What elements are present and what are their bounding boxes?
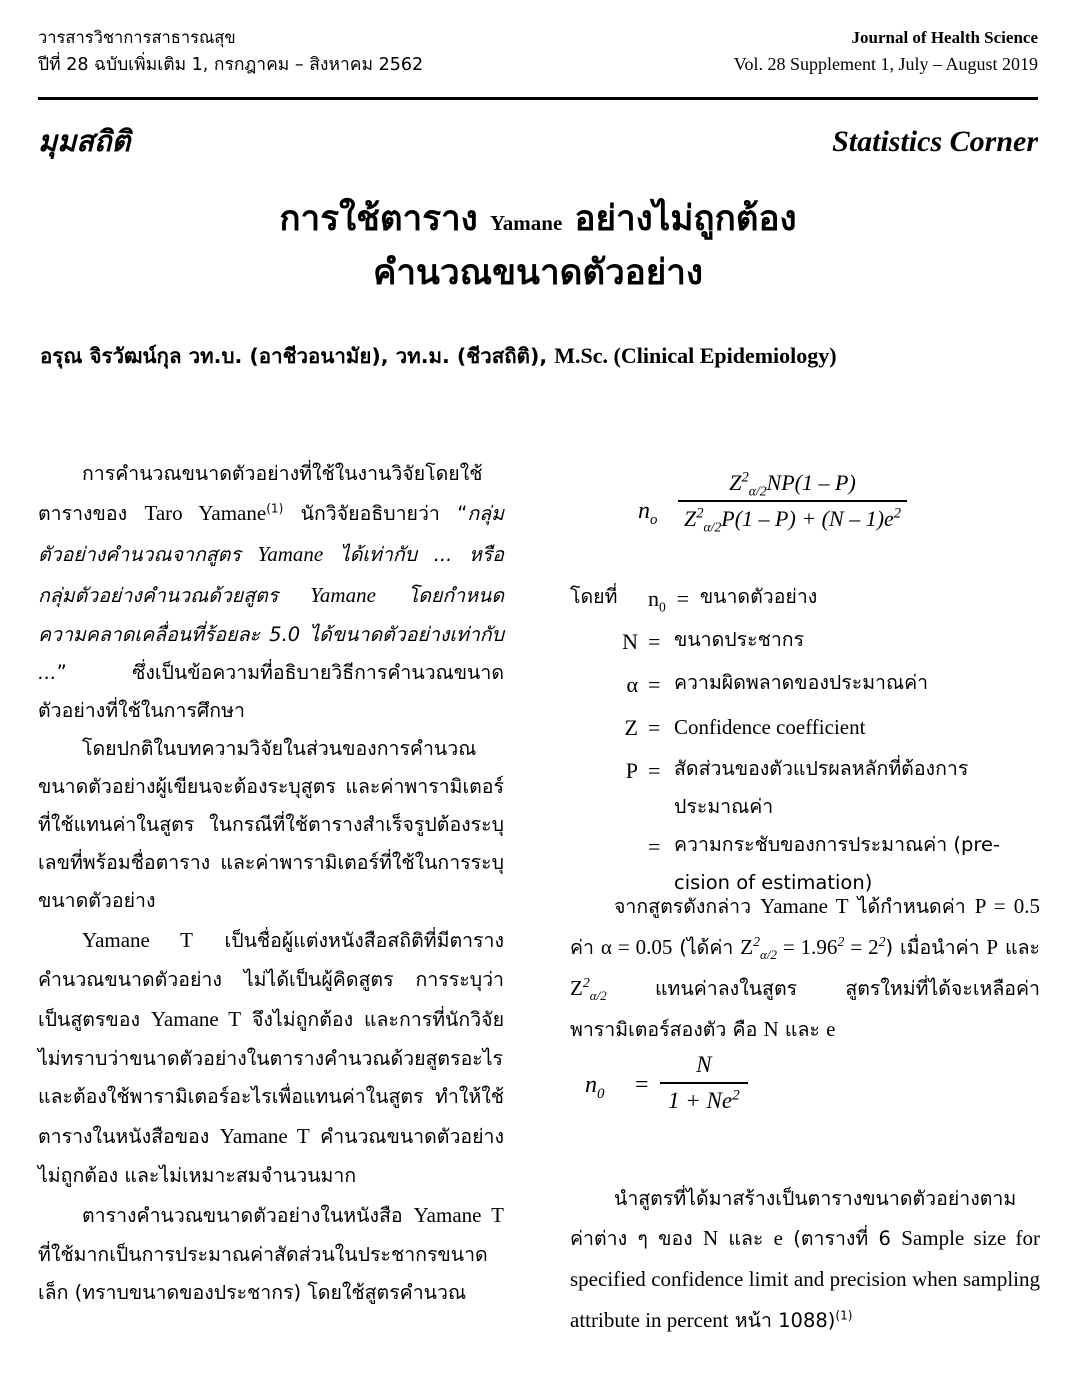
rp2-english-1: N <box>702 1226 719 1251</box>
rp1-english-4: $Z^2_{\alpha/2} = 1.96^2 = 2^2$ <box>740 933 886 963</box>
right-column-text <box>570 886 1040 1050</box>
rp1-text-c: ค่า <box>570 935 601 959</box>
p1-quote-english-2: Yamane <box>310 582 376 607</box>
definition-symbol-P: P <box>625 757 638 783</box>
p1-text-c: ” ซึ่งเป็นข้อความที่อธิบายวิธีการคำนวณขนาดตัวอย่างที่ใช้ในการศึกษา <box>38 660 504 722</box>
rp2-english-3: Sample size for specified confidence limit and precision when sampling attribute in percent <box>570 1226 1040 1332</box>
definition-text-2: ขนาดประชากร <box>674 627 805 651</box>
rp1-english-7: N <box>763 1016 779 1041</box>
rp1-text-d: (ได้ค่า <box>672 935 741 959</box>
formula2-fraction-bar <box>660 1082 748 1084</box>
title-line-1 <box>38 192 1038 246</box>
p4-english-1: Yamane T <box>413 1202 504 1227</box>
masthead-row-1 <box>38 26 1038 51</box>
p3-english-2: Yamane T <box>150 1006 242 1031</box>
formula-simplified <box>585 1050 1005 1130</box>
p1-text-a: การคำนวณขนาดตัวอย่างที่ใช้ในงานวิจัยโดยใช้ตารางของ <box>38 462 483 526</box>
formula-yamane-full <box>600 466 1030 556</box>
paragraph-2: โดยปกติในบทความวิจัยในส่วนของการคำนวณขนาดตัวอย่างผู้เขียนจะต้องระบุสูตร และค่าพารามิเตอร์ที่ใช้แทนค่าในสูตร ในกรณีที่ใช้ตารางสำเร็จรูปต้องระบุเลขที่พร้อมชื่อตาราง และค่าพารามิเตอร์ที่ใช้ในการระบุขนาดตัวอย่าง <box>38 736 504 912</box>
definition-row <box>570 664 1040 707</box>
left-column <box>38 455 504 1312</box>
rp2-text-b: และ <box>718 1227 774 1251</box>
rp1-english-2: P = 0.5 <box>974 894 1041 918</box>
formula2-denominator: $1 + Ne^2$ <box>668 1085 740 1113</box>
definitions-intro: โดยที่ <box>570 585 618 608</box>
rp1-english-3: α = 0.05 <box>600 934 673 959</box>
issue-info-thai: ปีที่ 28 ฉบับเพิ่มเติม 1, กรกฎาคม – สิงหาคม 2562 <box>38 54 424 75</box>
definition-row <box>570 707 1040 750</box>
right-column-tail <box>570 1180 1040 1341</box>
definition-equals-4: = <box>648 714 661 740</box>
masthead-row-2 <box>38 51 1038 78</box>
definition-text-1: ขนาดตัวอย่าง <box>699 585 818 608</box>
author-name-thai: อรุณ จิรวัฒน์กุล วท.บ. (อาชีวอนามัย), วท.ม. (ชีวสถิติ), <box>40 344 555 368</box>
p4-text-b: ที่ใช้มากเป็นการประมาณค่าสัดส่วนในประชากรขนาดเล็ก (ทราบขนาดของประชากร) โดยใช้สูตรคำนวณ <box>38 1242 488 1304</box>
p1-quote-a: กลุ่มตัวอย่างคำนวณจากสูตร <box>38 502 504 566</box>
p4-text-a: ตารางคำนวณขนาดตัวอย่างในหนังสือ <box>82 1203 414 1227</box>
definition-symbol-alpha: α <box>626 671 638 697</box>
formula2-lhs: $n_0$ <box>585 1072 605 1102</box>
p1-reference-superscript: (1) <box>266 501 284 516</box>
definition-equals-5: = <box>648 757 661 783</box>
formula1-fraction <box>678 468 907 534</box>
paragraph-4 <box>38 1195 504 1312</box>
definition-text-6: ความกระชับของการประมาณค่า (pre-cision of estimation) <box>674 832 1000 894</box>
rp1-text-b: ได้กำหนดค่า <box>848 895 975 918</box>
rp2-reference-superscript: (1) <box>835 1308 853 1323</box>
definition-text-3: ความผิดพลาดของประมาณค่า <box>674 670 929 694</box>
formula1-lhs: $n_o$ <box>638 498 658 528</box>
definition-text-4: Confidence coefficient <box>674 714 866 739</box>
rp1-english-5: P <box>986 934 999 959</box>
definition-row <box>570 578 1040 621</box>
rp1-text-a: จากสูตรดังกล่าว <box>614 895 761 918</box>
definition-equals-3: = <box>648 671 661 697</box>
p3-text-c: จึงไม่ถูกต้อง และการที่นักวิจัยไม่ทราบว่าขนาดตัวอย่างในตารางคำนวณด้วยสูตรอะไร และต้องใช้พารามิเตอร์อะไรเพื่อแทนค่าในสูตร ทำให้ใช้ตารางในหนังสือของ <box>38 1007 504 1148</box>
rp2-text-a: นำสูตรที่ได้มาสร้างเป็นตารางขนาดตัวอย่างตามค่าต่าง ๆ ของ <box>570 1187 1017 1251</box>
formula1-fraction-bar <box>678 500 907 502</box>
definition-symbol-N: N <box>622 628 638 654</box>
rp1-english-6: $Z^2_{\alpha/2}$ <box>570 974 607 1004</box>
formula2-numerator: N <box>696 1052 712 1077</box>
definition-row <box>570 621 1040 664</box>
p1-text-b: นักวิจัยอธิบายว่า “ <box>283 502 468 526</box>
formula1-numerator: $Z^2_{\alpha/2}NP(1 - P)$ <box>729 469 856 499</box>
definition-equals-6: = <box>648 833 661 859</box>
journal-name-thai: วารสารวิชาการสาธารณสุข <box>38 28 236 47</box>
journal-name-english: Journal of Health Science <box>851 28 1038 47</box>
author-degree-english: M.Sc. (Clinical Epidemiology) <box>554 343 837 368</box>
masthead <box>38 26 1038 78</box>
definition-text-5: สัดส่วนของตัวแปรผลหลักที่ต้องการประมาณค่า <box>674 756 969 818</box>
rp2-english-2: e <box>773 1226 783 1251</box>
formula2-fraction <box>660 1050 748 1116</box>
right-paragraph-2 <box>570 1180 1040 1341</box>
issue-info-english: Vol. 28 Supplement 1, July – August 2019 <box>733 53 1038 74</box>
symbol-definitions <box>570 578 1040 902</box>
formula2-equals: = <box>635 1072 649 1098</box>
author-line <box>40 340 1040 373</box>
rp1-english-8: e <box>826 1016 836 1041</box>
title-thai-part-b: อย่างไม่ถูกต้อง <box>562 199 797 239</box>
rp1-text-f: และ <box>998 935 1040 959</box>
p1-quote-b: ได้เท่ากับ ... หรือ กลุ่มตัวอย่างคำนวณด้วยสูตร <box>38 542 504 607</box>
p1-quote-english-1: Yamane <box>257 541 324 566</box>
formula1-denominator: $Z^2_{\alpha/2}P(1 - P) + (N - 1)e^2$ <box>684 505 902 534</box>
paragraph-3 <box>38 920 504 1195</box>
rp2-text-c: (ตารางที่ 6 <box>783 1227 902 1251</box>
title-line-2: คำนวณขนาดตัวอย่าง <box>372 253 703 294</box>
definition-row <box>570 750 1040 826</box>
header-divider <box>38 97 1038 100</box>
definition-equals-2: = <box>648 628 661 654</box>
section-label-thai: มุมสถิติ <box>38 124 131 158</box>
definition-symbol-n0: $n_0$ <box>648 586 666 615</box>
paragraph-1 <box>38 455 504 730</box>
p3-text-d: คำนวณขนาดตัวอย่างไม่ถูกต้อง และไม่เหมาะสมจำนวนมาก <box>38 1124 505 1187</box>
rp1-english-1: Yamane T <box>760 894 849 918</box>
rp2-text-d: หน้า 1088) <box>728 1308 836 1332</box>
p1-english-1: Taro Yamane <box>144 501 267 526</box>
rp1-text-g: แทนค่าลงในสูตร สูตรใหม่ที่ได้จะเหลือค่าพารามิเตอร์สองตัว คือ <box>570 976 1040 1041</box>
title-english-word: Yamane <box>489 211 563 235</box>
rp1-text-h: และ <box>778 1017 827 1041</box>
rp1-text-e: ) เมื่อนำค่า <box>885 935 987 959</box>
p3-english-3: Yamane T <box>219 1123 310 1148</box>
definition-symbol-Z: Z <box>624 714 638 740</box>
section-label-english: Statistics Corner <box>832 125 1038 158</box>
section-header <box>38 118 1038 164</box>
page-title <box>38 192 1038 301</box>
p3-text-b: เป็นชื่อผู้แต่งหนังสือสถิติที่มีตารางคำนวณขนาดตัวอย่าง ไม่ได้เป็นผู้คิดสูตร การระบุว่าเป็นสูตรของ <box>38 928 504 1031</box>
definition-equals-1: = <box>676 586 690 611</box>
title-thai-part-a: การใช้ตาราง <box>279 199 490 239</box>
p3-english-1: Yamane T <box>82 927 193 952</box>
right-paragraph-1 <box>570 886 1040 1050</box>
p1-quote-c: โดยกำหนดความคลาดเคลื่อนที่ร้อยละ 5.0 ได้ขนาดตัวอย่างเท่ากับ ... <box>38 583 504 684</box>
